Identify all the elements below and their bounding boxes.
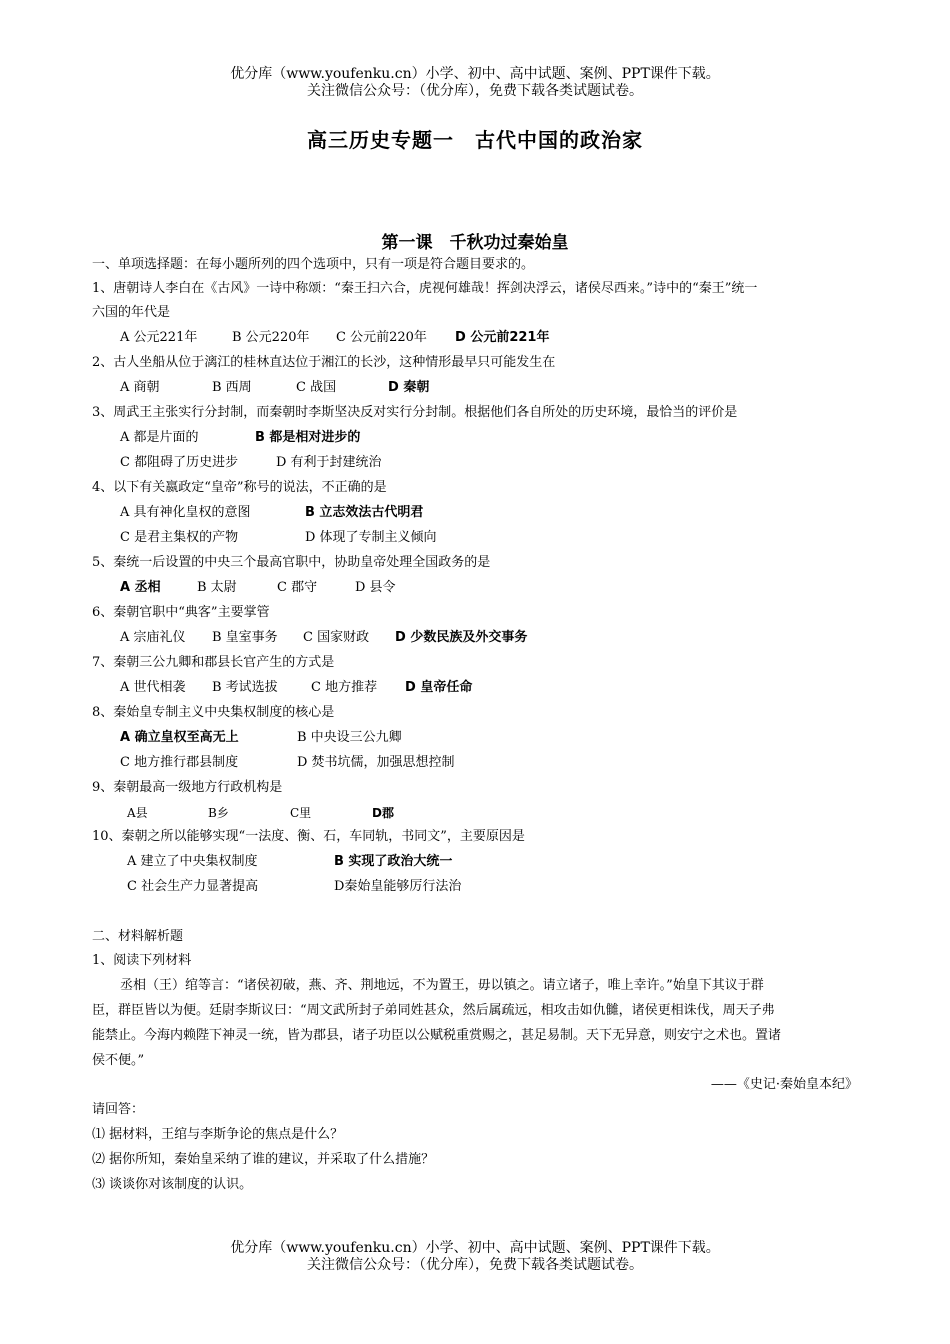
question-1-option-c: C 公元前220年 <box>336 330 427 345</box>
question-8-option-d: D 焚书坑儒，加强思想控制 <box>297 755 455 770</box>
header-line-2: 关注微信公众号：（优分库），免费下载各类试题试卷。 <box>307 83 643 99</box>
footer-line-1: 优分库（www.youfenku.cn）小学、初中、高中试题、案例、PPT课件下载。 <box>230 1240 720 1256</box>
question-6-option-b: B 皇室事务 <box>212 630 278 645</box>
question-6-stem: 6、秦朝官职中“典客”主要掌管 <box>92 605 270 620</box>
question-5-stem: 5、秦统一后设置的中央三个最高官职中，协助皇帝处理全国政务的是 <box>92 555 491 570</box>
question-2-option-c: C 战国 <box>296 380 337 395</box>
question-2-option-b: B 西周 <box>212 380 252 395</box>
question-5-option-d: D 县令 <box>355 580 396 595</box>
question-2-option-a: A 商朝 <box>120 380 160 395</box>
section2-item-1: 1、阅读下列材料 <box>92 953 192 968</box>
question-7-option-a: A 世代相袭 <box>120 680 186 695</box>
question-5-option-c: C 郡守 <box>277 580 318 595</box>
question-8-option-b: B 中央设三公九卿 <box>297 730 402 745</box>
question-4-option-b-answer: B 立志效法古代明君 <box>305 505 424 520</box>
question-1-option-b: B 公元220年 <box>232 330 310 345</box>
page-header <box>0 66 950 100</box>
question-1-option-a: A 公元221年 <box>120 330 198 345</box>
question-10-option-b-answer: B 实现了政治大统一 <box>334 854 453 869</box>
lesson-title: 第一课 千秋功过秦始皇 <box>381 233 569 253</box>
section2-heading: 二、材料解析题 <box>92 929 184 944</box>
question-9-option-d-answer: D郡 <box>372 806 394 820</box>
question-6-option-c: C 国家财政 <box>303 630 370 645</box>
question-2-stem: 2、古人坐船从位于漓江的桂林直达位于湘江的长沙，这种情形最早只可能发生在 <box>92 355 556 370</box>
question-3-option-d: D 有利于封建统治 <box>276 455 382 470</box>
question-3-option-c: C 都阻碍了历史进步 <box>120 455 239 470</box>
question-4-option-c: C 是君主集权的产物 <box>120 530 239 545</box>
question-3-option-a: A 都是片面的 <box>120 430 199 445</box>
question-10-stem: 10、秦朝之所以能够实现“一法度、衡、石，车同轨，书同文”，主要原因是 <box>92 829 525 844</box>
header-line-1: 优分库（www.youfenku.cn）小学、初中、高中试题、案例、PPT课件下载。 <box>230 66 720 82</box>
question-1-stem-line-2: 六国的年代是 <box>92 305 171 320</box>
subquestion-3: ⑶ 谈谈你对该制度的认识。 <box>92 1177 253 1192</box>
subquestion-1: ⑴ 据材料，王绾与李斯争论的焦点是什么？ <box>92 1127 344 1142</box>
question-3-option-b-answer: B 都是相对进步的 <box>255 430 361 445</box>
question-9-stem: 9、秦朝最高一级地方行政机构是 <box>92 780 283 795</box>
question-8-option-a-answer: A 确立皇权至高无上 <box>120 730 239 745</box>
question-4-option-d: D 体现了专制主义倾向 <box>305 530 437 545</box>
document-title: 高三历史专题一 古代中国的政治家 <box>307 128 643 152</box>
question-1-option-d-answer: D 公元前221年 <box>455 330 550 345</box>
passage-line-2: 臣，群臣皆以为便。廷尉李斯议曰：“周文武所封子弟同姓甚众，然后属疏远，相攻击如仇雠，诸侯更相诛伐，周天子弗 <box>92 1003 775 1018</box>
question-8-stem: 8、秦始皇专制主义中央集权制度的核心是 <box>92 705 335 720</box>
passage-line-3: 能禁止。今海内赖陛下神灵一统，皆为郡县，诸子功臣以公赋税重赏赐之，甚足易制。天下无异意，则安宁之术也。置诸 <box>92 1028 782 1043</box>
question-5-option-b: B 太尉 <box>197 580 237 595</box>
question-2-option-d-answer: D 秦朝 <box>388 380 430 395</box>
passage-line-4: 侯不便。” <box>92 1053 145 1068</box>
question-6-option-d-answer: D 少数民族及外交事务 <box>395 630 528 645</box>
footer-line-2: 关注微信公众号：（优分库），免费下载各类试题试卷。 <box>307 1257 643 1273</box>
question-10-option-d: D秦始皇能够厉行法治 <box>334 879 462 894</box>
question-9-option-b: B乡 <box>208 806 229 820</box>
question-10-option-c: C 社会生产力显著提高 <box>127 879 259 894</box>
question-5-option-a-answer: A 丞相 <box>120 580 161 595</box>
question-7-stem: 7、秦朝三公九卿和郡县长官产生的方式是 <box>92 655 335 670</box>
question-4-option-a: A 具有神化皇权的意图 <box>120 505 251 520</box>
page-footer <box>0 1240 950 1274</box>
passage-source: ——《史记·秦始皇本纪》 <box>710 1077 858 1092</box>
question-9-option-a: A县 <box>127 806 148 820</box>
question-7-option-d-answer: D 皇帝任命 <box>405 680 473 695</box>
question-4-stem: 4、以下有关嬴政定“皇帝”称号的说法，不正确的是 <box>92 480 387 495</box>
question-6-option-a: A 宗庙礼仪 <box>120 630 186 645</box>
question-9-option-c: C里 <box>290 806 312 820</box>
question-8-option-c: C 地方推行郡县制度 <box>120 755 239 770</box>
answer-prompt: 请回答： <box>92 1102 145 1117</box>
subquestion-2: ⑵ 据你所知，秦始皇采纳了谁的建议，并采取了什么措施？ <box>92 1152 435 1167</box>
question-7-option-b: B 考试选拔 <box>212 680 278 695</box>
question-10-option-a: A 建立了中央集权制度 <box>127 854 258 869</box>
question-7-option-c: C 地方推荐 <box>311 680 378 695</box>
section1-heading: 一、单项选择题：在每小题所列的四个选项中，只有一项是符合题目要求的。 <box>92 257 535 272</box>
passage-line-1: 丞相（王）绾等言：“诸侯初破，燕、齐、荆地远，不为置王，毋以镇之。请立诸子，唯上幸许。”始皇下其议于群 <box>120 978 764 993</box>
question-3-stem: 3、周武王主张实行分封制，而秦朝时李斯坚决反对实行分封制。根据他们各自所处的历史环境，最恰当的评价是 <box>92 405 738 420</box>
question-1-stem-line-1: 1、唐朝诗人李白在《古风》一诗中称颂：“秦王扫六合，虎视何雄哉！挥剑决浮云，诸侯尽西来。”诗中的“秦王”统一 <box>92 281 758 296</box>
